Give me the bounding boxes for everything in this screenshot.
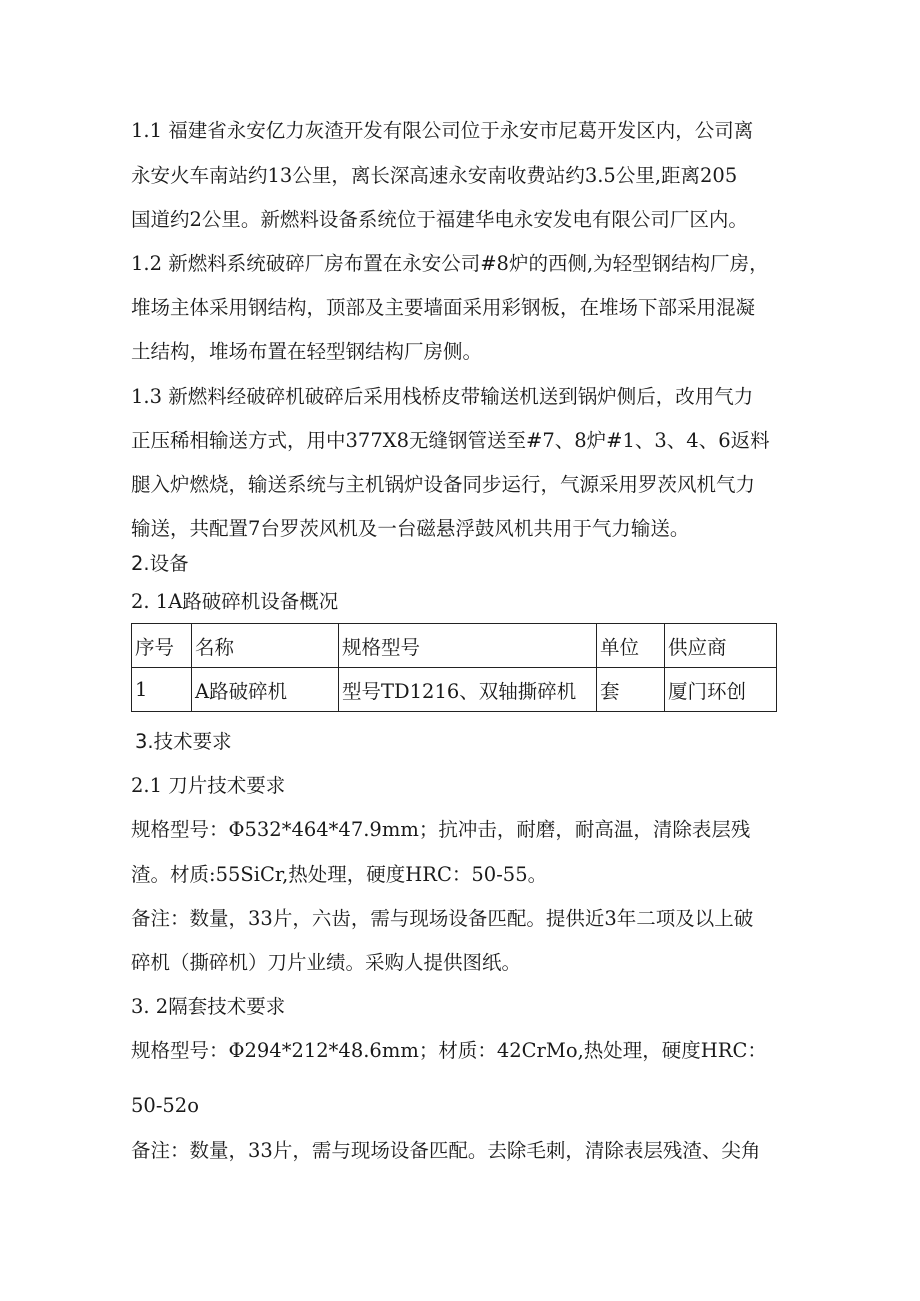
table-header-cell: 单位 bbox=[597, 624, 665, 668]
section-3-2-spacer-heading: 3. 2隔套技术要求 bbox=[131, 995, 286, 1018]
blade-spec-line-2: 渣。材质:55SiCr,热处理，硬度HRC：50-55。 bbox=[131, 863, 548, 886]
blade-note-line-1: 备注：数量，33片，六齿，需与现场设备匹配。提供近3年二项及以上破 bbox=[131, 907, 754, 930]
blade-note-line-2: 碎机（撕碎机）刀片业绩。采购人提供图纸。 bbox=[131, 951, 522, 974]
para-1-2-line-2: 堆场主体采用钢结构，顶部及主要墙面采用彩钢板，在堆场下部采用混凝 bbox=[131, 296, 756, 319]
equipment-table bbox=[131, 623, 777, 712]
table-header-cell: 规格型号 bbox=[339, 624, 597, 668]
table-cell: 厦门环创 bbox=[665, 668, 777, 712]
para-1-3-line-2: 正压稀相输送方式，用中377X8无缝钢管送至#7、8炉#1、3、4、6返料 bbox=[131, 429, 770, 452]
section-2-title: 2.设备 bbox=[131, 552, 189, 575]
section-2-1-subtitle: 2. 1A路破碎机设备概况 bbox=[131, 590, 339, 613]
table-cell: 套 bbox=[597, 668, 665, 712]
para-1-2-line-3: 土结构，堆场布置在轻型钢结构厂房侧。 bbox=[131, 340, 483, 363]
para-1-3-line-4: 输送，共配置7台罗茨风机及一台磁悬浮鼓风机共用于气力输送。 bbox=[131, 517, 690, 540]
table-header-cell: 供应商 bbox=[665, 624, 777, 668]
section-2-1-blade-heading: 2.1 刀片技术要求 bbox=[131, 774, 286, 797]
table-row bbox=[132, 668, 777, 712]
para-1-3-line-3: 腿入炉燃烧，输送系统与主机锅炉设备同步运行，气源采用罗茨风机气力 bbox=[131, 473, 756, 496]
table-cell: 型号TD1216、双轴撕碎机 bbox=[339, 668, 597, 712]
para-1-1-line-1: 1.1 福建省永安亿力灰渣开发有限公司位于永安市尼葛开发区内，公司离 bbox=[131, 119, 754, 142]
para-1-3-line-1: 1.3 新燃料经破碎机破碎后采用栈桥皮带输送机送到锅炉侧后，改用气力 bbox=[131, 385, 754, 408]
spacer-note-line-1: 备注：数量，33片，需与现场设备匹配。去除毛刺，清除表层残渣、尖角 bbox=[131, 1139, 761, 1162]
table-header-row bbox=[132, 624, 777, 668]
spacer-spec-line-1: 规格型号：Φ294*212*48.6mm；材质：42CrMo,热处理，硬度HRC： bbox=[131, 1039, 767, 1062]
para-1-1-line-2: 永安火车南站约13公里，离长深高速永安南收费站约3.5公里,距离205 bbox=[131, 164, 738, 187]
table-cell: A路破碎机 bbox=[192, 668, 339, 712]
table-header-cell: 名称 bbox=[192, 624, 339, 668]
para-1-1-line-3: 国道约2公里。新燃料设备系统位于福建华电永安发电有限公司厂区内。 bbox=[131, 208, 748, 231]
table-cell: 1 bbox=[132, 668, 192, 712]
section-3-title: 3.技术要求 bbox=[135, 730, 232, 753]
blade-spec-line-1: 规格型号：Φ532*464*47.9mm；抗冲击，耐磨，耐高温，清除表层残 bbox=[131, 818, 751, 841]
para-1-2-line-1: 1.2 新燃料系统破碎厂房布置在永安公司#8炉的西侧,为轻型钢结构厂房， bbox=[131, 252, 769, 275]
spacer-spec-line-2: 50-52o bbox=[131, 1094, 199, 1117]
table-header-cell: 序号 bbox=[132, 624, 192, 668]
